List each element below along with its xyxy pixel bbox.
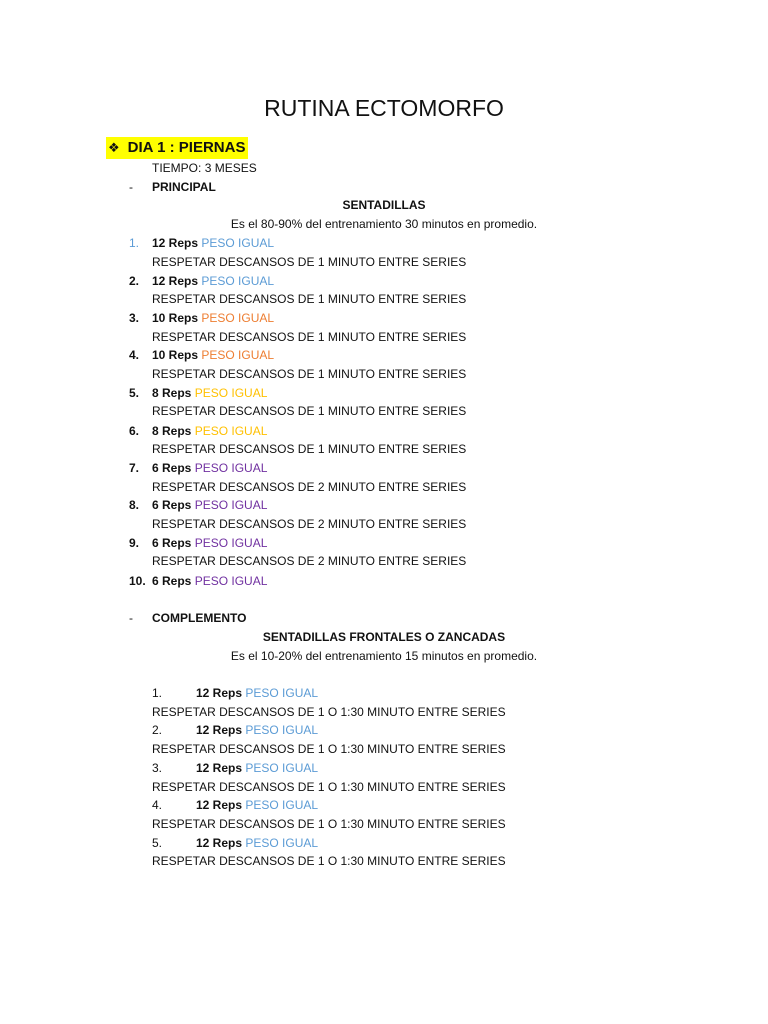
- set-peso: PESO IGUAL: [245, 761, 319, 775]
- set-reps: 12 Reps: [196, 761, 243, 775]
- set-rest: RESPETAR DESCANSOS DE 2 MINUTO ENTRE SERIES: [152, 554, 467, 568]
- set-reps: 10 Reps: [152, 348, 199, 362]
- set-number: 5.: [152, 836, 163, 850]
- set-reps-line: [152, 461, 267, 475]
- set-rest: RESPETAR DESCANSOS DE 1 MINUTO ENTRE SERIES: [152, 255, 467, 269]
- set-peso: PESO IGUAL: [201, 311, 275, 325]
- set-number: 10.: [129, 574, 146, 588]
- set-rest: RESPETAR DESCANSOS DE 1 O 1:30 MINUTO ENTRE SERIES: [152, 705, 506, 719]
- set-reps: 12 Reps: [152, 274, 199, 288]
- set-rest: RESPETAR DESCANSOS DE 1 O 1:30 MINUTO ENTRE SERIES: [152, 780, 506, 794]
- set-reps-line: [196, 836, 318, 850]
- set-peso: PESO IGUAL: [201, 348, 275, 362]
- principal-label: PRINCIPAL: [152, 180, 216, 194]
- set-number: 2.: [129, 274, 140, 288]
- set-reps: 12 Reps: [196, 798, 243, 812]
- set-reps: 12 Reps: [152, 236, 199, 250]
- set-reps: 6 Reps: [152, 574, 192, 588]
- set-number: 8.: [129, 498, 140, 512]
- principal-dash: -: [129, 180, 133, 194]
- set-peso: PESO IGUAL: [245, 686, 319, 700]
- set-rest: RESPETAR DESCANSOS DE 2 MINUTO ENTRE SERIES: [152, 480, 467, 494]
- set-reps-line: [152, 536, 267, 550]
- set-peso: PESO IGUAL: [245, 798, 319, 812]
- set-rest: RESPETAR DESCANSOS DE 1 MINUTO ENTRE SERIES: [152, 404, 467, 418]
- tiempo-label: TIEMPO:: [152, 161, 202, 175]
- set-rest: RESPETAR DESCANSOS DE 1 MINUTO ENTRE SERIES: [152, 330, 467, 344]
- set-reps-line: [152, 311, 274, 325]
- set-reps-line: [152, 386, 267, 400]
- set-reps-line: [152, 498, 267, 512]
- tiempo-value: 3 MESES: [204, 161, 257, 175]
- set-number: 9.: [129, 536, 140, 550]
- set-reps-line: [196, 761, 318, 775]
- set-reps-line: [152, 348, 274, 362]
- set-peso: PESO IGUAL: [194, 536, 268, 550]
- complemento-description: Es el 10-20% del entrenamiento 15 minutos en promedio.: [230, 649, 538, 663]
- set-rest: RESPETAR DESCANSOS DE 1 O 1:30 MINUTO ENTRE SERIES: [152, 817, 506, 831]
- set-rest: RESPETAR DESCANSOS DE 1 MINUTO ENTRE SERIES: [152, 292, 467, 306]
- set-reps-line: [152, 574, 267, 588]
- day-label: DIA 1 : PIERNAS: [127, 139, 246, 156]
- set-reps: 8 Reps: [152, 424, 192, 438]
- set-reps: 12 Reps: [196, 686, 243, 700]
- set-rest: RESPETAR DESCANSOS DE 2 MINUTO ENTRE SERIES: [152, 517, 467, 531]
- set-rest: RESPETAR DESCANSOS DE 1 O 1:30 MINUTO ENTRE SERIES: [152, 854, 506, 868]
- complemento-label: COMPLEMENTO: [152, 611, 247, 625]
- set-number: 1.: [129, 236, 140, 250]
- complemento-exercise: SENTADILLAS FRONTALES O ZANCADAS: [262, 630, 506, 644]
- set-reps: 8 Reps: [152, 386, 192, 400]
- set-peso: PESO IGUAL: [194, 424, 268, 438]
- principal-description: Es el 80-90% del entrenamiento 30 minutos en promedio.: [230, 217, 538, 231]
- set-peso: PESO IGUAL: [194, 574, 268, 588]
- day-heading: [106, 137, 248, 159]
- set-peso: PESO IGUAL: [245, 836, 319, 850]
- set-reps-line: [152, 236, 274, 250]
- page-title: RUTINA ECTOMORFO: [264, 95, 504, 121]
- set-number: 4.: [129, 348, 140, 362]
- set-number: 4.: [152, 798, 163, 812]
- set-reps-line: [152, 424, 267, 438]
- set-number: 3.: [152, 761, 163, 775]
- set-rest: RESPETAR DESCANSOS DE 1 O 1:30 MINUTO ENTRE SERIES: [152, 742, 506, 756]
- principal-exercise: SENTADILLAS: [342, 198, 426, 212]
- set-number: 5.: [129, 386, 140, 400]
- set-reps: 6 Reps: [152, 498, 192, 512]
- complemento-dash: -: [129, 611, 133, 625]
- set-reps-line: [196, 686, 318, 700]
- set-number: 6.: [129, 424, 140, 438]
- set-rest: RESPETAR DESCANSOS DE 1 MINUTO ENTRE SERIES: [152, 442, 467, 456]
- set-peso: PESO IGUAL: [201, 274, 275, 288]
- set-reps-line: [196, 723, 318, 737]
- set-peso: PESO IGUAL: [194, 386, 268, 400]
- set-reps: 6 Reps: [152, 461, 192, 475]
- set-peso: PESO IGUAL: [201, 236, 275, 250]
- set-rest: RESPETAR DESCANSOS DE 1 MINUTO ENTRE SERIES: [152, 367, 467, 381]
- set-reps: 12 Reps: [196, 723, 243, 737]
- set-reps: 12 Reps: [196, 836, 243, 850]
- set-number: 2.: [152, 723, 163, 737]
- set-number: 3.: [129, 311, 140, 325]
- diamond-bullet-icon: ❖: [108, 140, 120, 155]
- set-reps: 10 Reps: [152, 311, 199, 325]
- tiempo-line: [152, 161, 257, 175]
- set-number: 1.: [152, 686, 163, 700]
- set-reps: 6 Reps: [152, 536, 192, 550]
- set-peso: PESO IGUAL: [194, 461, 268, 475]
- set-number: 7.: [129, 461, 140, 475]
- set-reps-line: [152, 274, 274, 288]
- set-reps-line: [196, 798, 318, 812]
- set-peso: PESO IGUAL: [245, 723, 319, 737]
- set-peso: PESO IGUAL: [194, 498, 268, 512]
